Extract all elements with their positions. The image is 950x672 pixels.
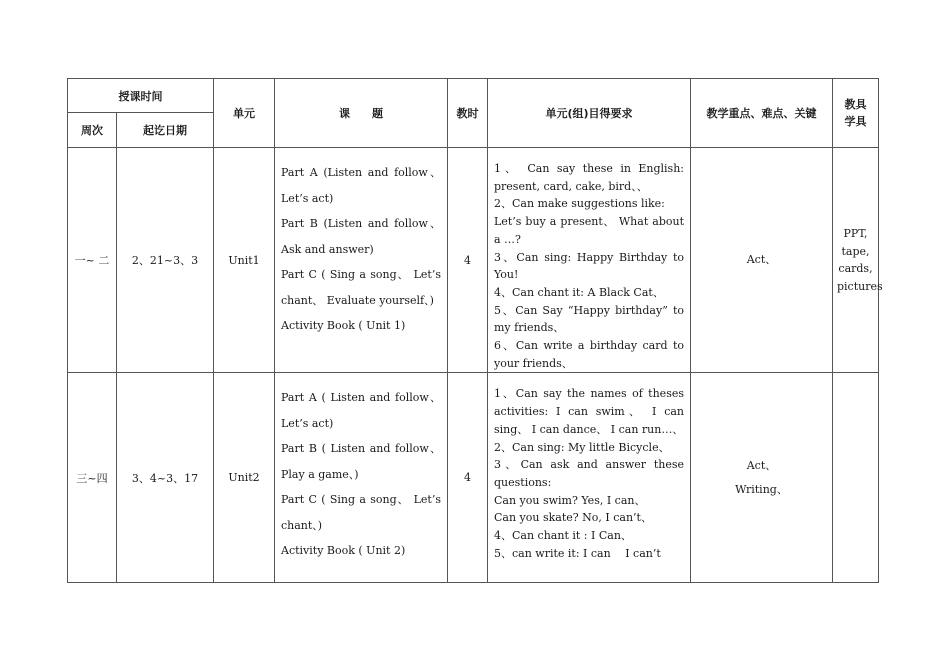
table-row <box>68 148 879 373</box>
header-focus: 教学重点、难点、关键 <box>691 79 833 148</box>
goal-line: 3、Can ask and answer these questions: <box>494 458 684 489</box>
goal-line: 2、Can sing: My little Bicycle、 <box>494 440 670 454</box>
focus-line: Act、 <box>746 253 777 267</box>
row1-unit: Unit1 <box>214 148 275 373</box>
goal-line: Let’s buy a present、 What about a …? <box>494 215 684 246</box>
header-dates: 起讫日期 <box>117 113 214 148</box>
lesson-line: Part C ( Sing a song、 Let’s chant、 Evaluate yourself、) <box>281 268 441 307</box>
row1-hours: 4 <box>448 148 488 373</box>
lesson-line: Activity Book ( Unit 2) <box>281 544 406 558</box>
lesson-line: Part A ( Listen and follow、 Let’s act) <box>281 391 441 430</box>
header-unit: 单元 <box>214 79 275 148</box>
lesson-line: Part B (Listen and follow、 Ask and answer) <box>281 217 441 256</box>
header-goals: 单元(组)目得要求 <box>488 79 691 148</box>
header-tools-line2: 学具 <box>844 115 867 128</box>
goal-line: 4、Can chant it: A Black Cat、 <box>494 285 664 299</box>
header-tools-line1: 教具 <box>844 98 867 111</box>
focus-line: Writing、 <box>735 482 788 496</box>
row2-unit: Unit2 <box>214 373 275 583</box>
lesson-line: Part A (Listen and follow、 Let’s act) <box>281 166 441 205</box>
row1-lessons <box>275 148 448 373</box>
lesson-line: Part B ( Listen and follow、 Play a game、) <box>281 442 441 481</box>
teaching-plan-table <box>67 78 883 583</box>
goal-line: 1、 Can say these in English: present, card, cake, bird、、 <box>494 162 684 193</box>
row1-focus <box>691 148 833 373</box>
lesson-line: Part C ( Sing a song、 Let’s chant、) <box>281 493 441 532</box>
goal-line: 1、Can say the names of theses activities: I can swim、 I can sing、 I can dance、 I can run…、 <box>494 387 684 436</box>
row1-tools: PPT, tape, cards, pictures <box>833 148 879 373</box>
lesson-line: Activity Book ( Unit 1) <box>281 319 406 332</box>
goal-line: Can you skate? No, I can’t、 <box>494 511 652 525</box>
row2-tools <box>833 373 879 583</box>
goal-line: 3、Can sing: Happy Birthday to You! <box>494 250 684 282</box>
goal-line: 5、can write it: I can I can’t <box>494 546 661 560</box>
header-time: 授课时间 <box>68 79 214 113</box>
row2-goals <box>488 373 691 583</box>
row2-week: 三~四 <box>68 373 117 583</box>
goal-line: 4、Can chant it : I Can、 <box>494 529 632 543</box>
row1-dates: 2、21~3、3 <box>117 148 214 373</box>
table-row <box>68 373 879 583</box>
row1-week: 一~ 二 <box>68 148 117 373</box>
goal-line: Can you swim? Yes, I can、 <box>494 493 646 507</box>
row2-dates: 3、4~3、17 <box>117 373 214 583</box>
row2-lessons <box>275 373 448 583</box>
goal-line: 6、Can write a birthday card to your friends、 <box>494 339 684 370</box>
header-week: 周次 <box>68 113 117 148</box>
goal-line: 5、Can Say “Happy birthday” to my friends、 <box>494 303 684 335</box>
row2-focus <box>691 373 833 583</box>
focus-line: Act、 <box>746 458 777 472</box>
header-topic: 课 题 <box>275 79 448 148</box>
header-row-1 <box>68 79 879 113</box>
header-tools <box>833 79 879 148</box>
goal-line: 2、Can make suggestions like: <box>494 197 665 211</box>
row1-goals <box>488 148 691 373</box>
header-hours: 教时 <box>448 79 488 148</box>
row2-hours: 4 <box>448 373 488 583</box>
